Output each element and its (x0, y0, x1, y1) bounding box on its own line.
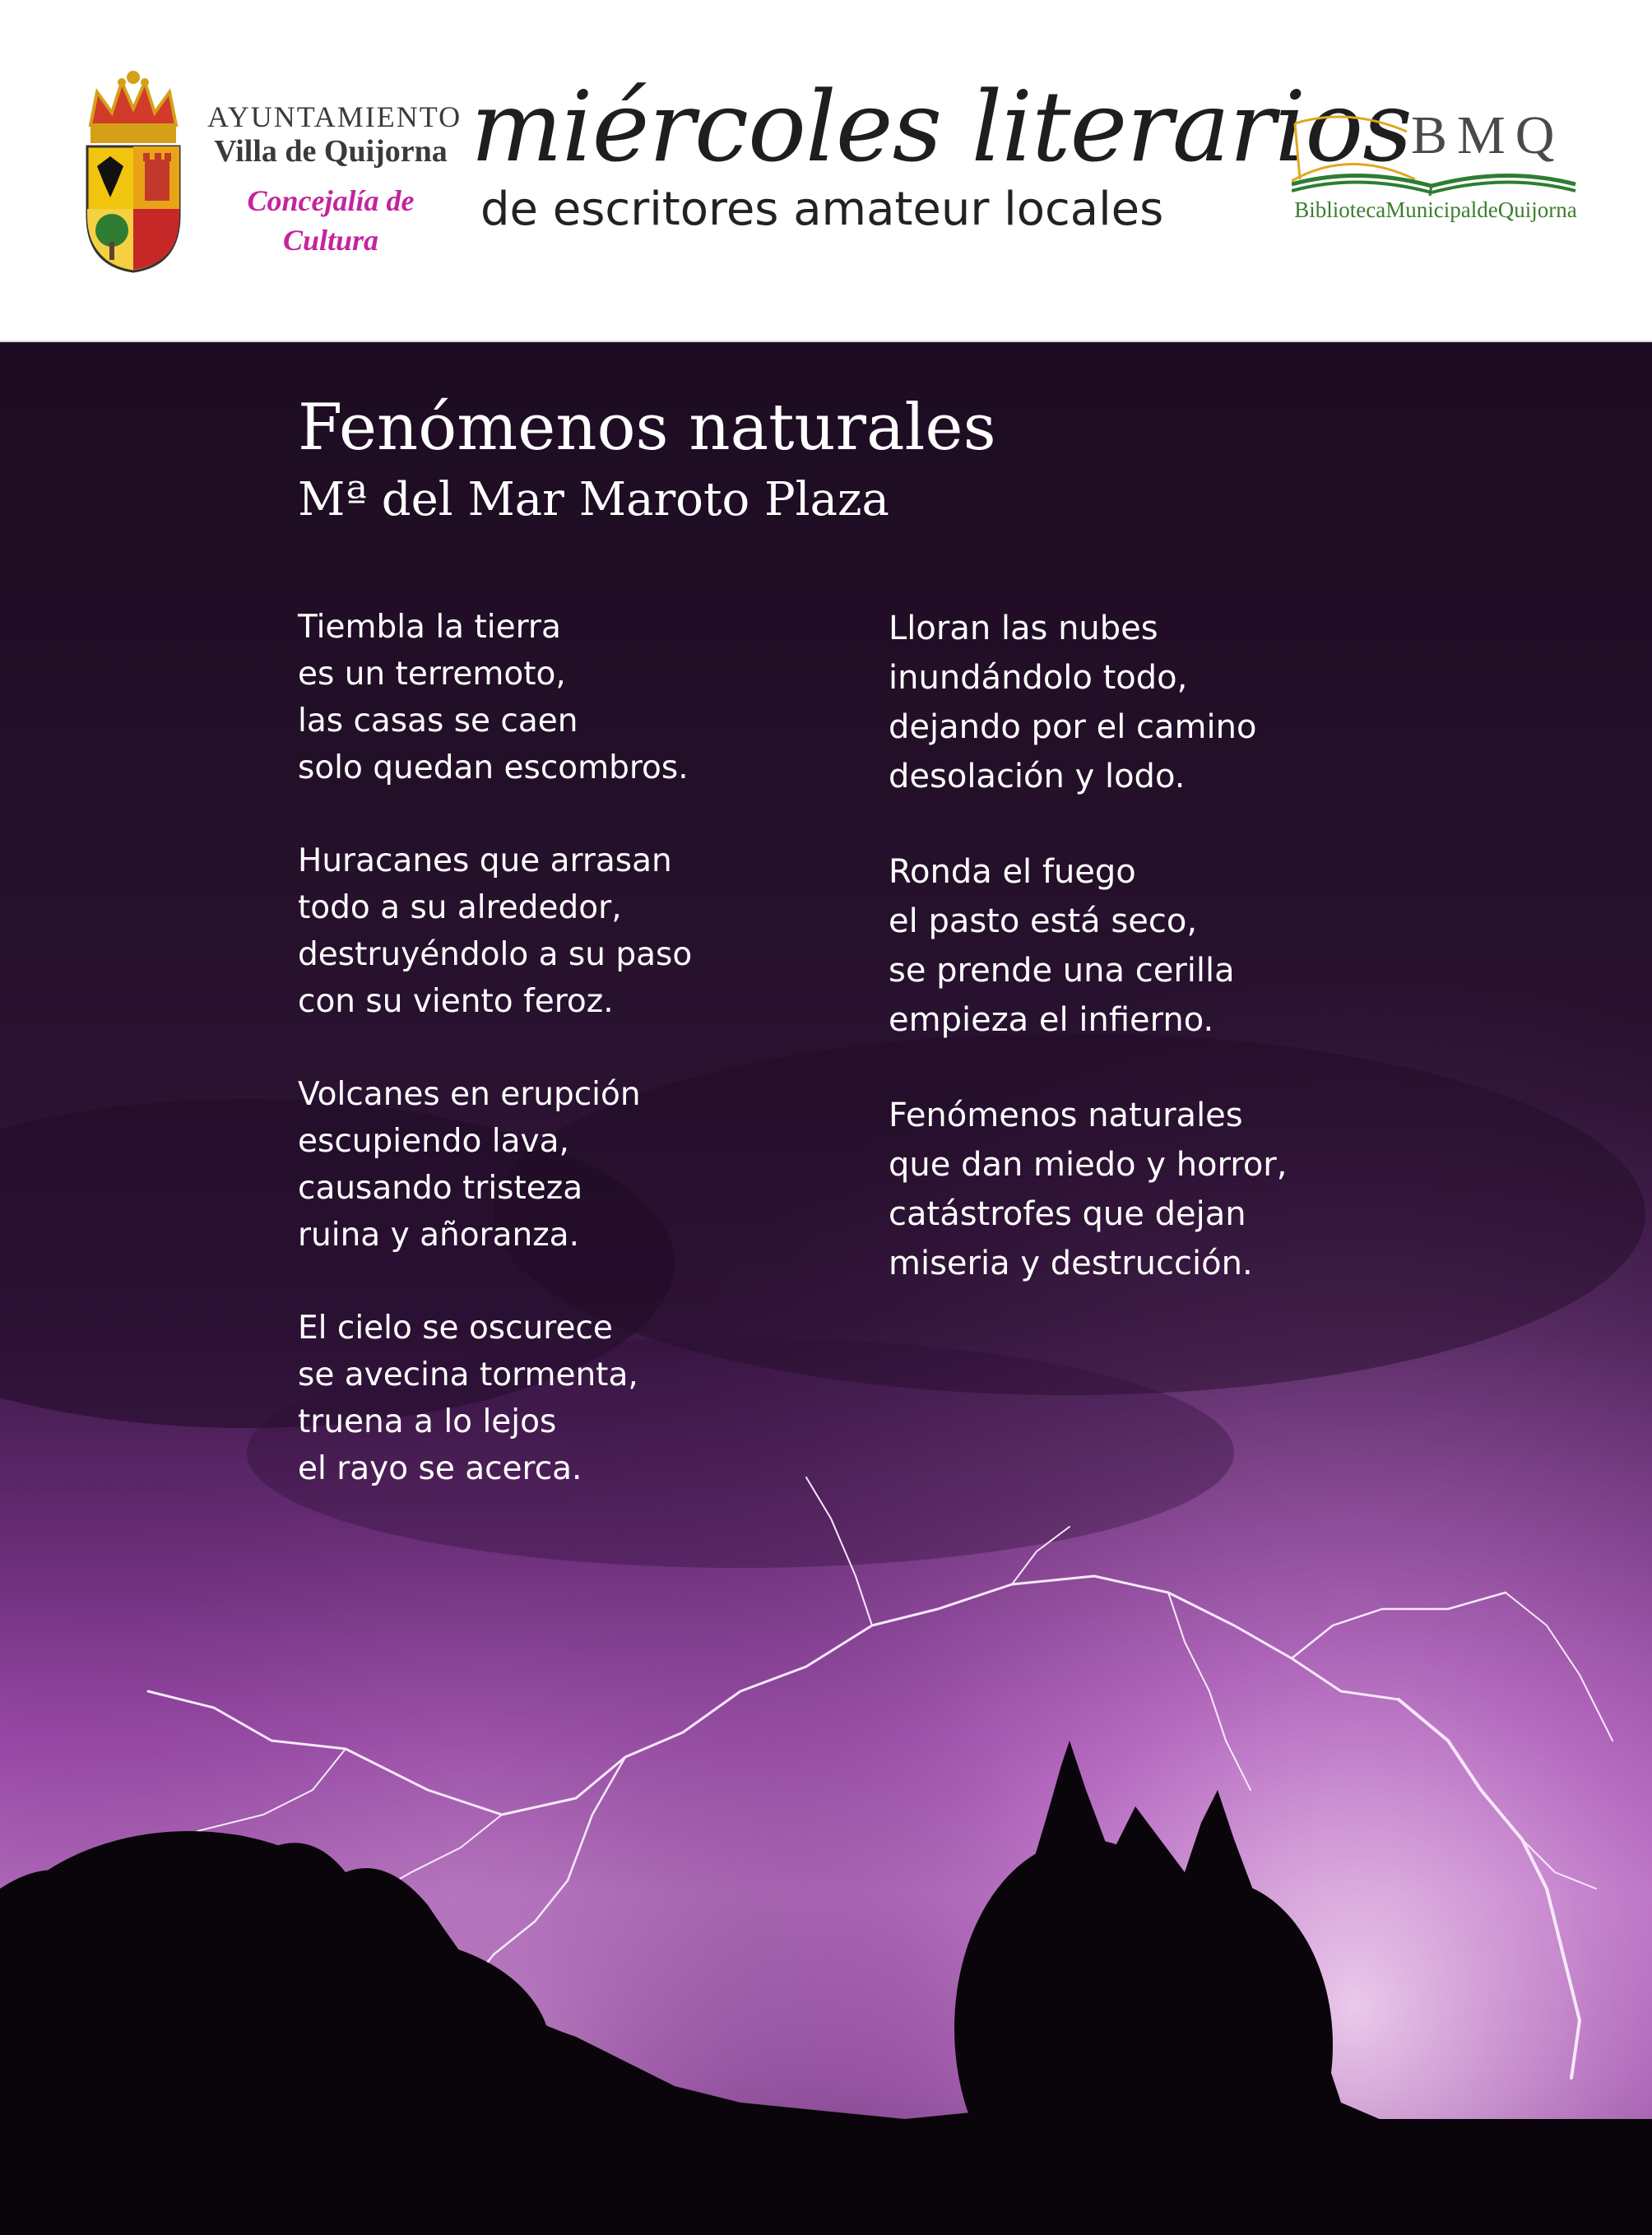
poem-column-left (298, 604, 824, 1538)
poem-line: el rayo se acerca. (298, 1450, 582, 1487)
poem-line: Tiembla la tierra (298, 609, 561, 646)
poem-line: el pasto está seco, (889, 902, 1198, 940)
poem-line: desolación y lodo. (889, 758, 1186, 795)
poem-line: ruina y añoranza. (298, 1217, 579, 1254)
stanza (298, 837, 824, 1025)
poem-line: Volcanes en erupción (298, 1076, 641, 1113)
poem-line: Huracanes que arrasan (298, 842, 672, 879)
poem-line: El cielo se oscurece (298, 1310, 613, 1347)
poem-line: escupiendo lava, (298, 1123, 569, 1160)
poem-author: Mª del Mar Maroto Plaza (298, 473, 889, 526)
stanza (889, 1091, 1415, 1288)
poem-line: se avecina tormenta, (298, 1356, 638, 1393)
poem-line: catástrofes que dejan (889, 1195, 1246, 1233)
poem-line: se prende una cerilla (889, 952, 1235, 990)
stanza (889, 604, 1415, 801)
stanza (298, 1305, 824, 1492)
poem-line: truena a lo lejos (298, 1403, 557, 1440)
poem-column-right (889, 604, 1415, 1334)
municipality-name: Villa de Quijorna (214, 134, 448, 169)
stanza (298, 1071, 824, 1259)
ayuntamiento-block (207, 100, 462, 260)
poem-line: dejando por el camino (889, 708, 1257, 746)
header (0, 0, 1652, 342)
ayuntamiento-label: AYUNTAMIENTO (207, 100, 462, 133)
poem-line: Lloran las nubes (889, 610, 1158, 647)
poem-line: Fenómenos naturales (889, 1097, 1243, 1134)
poem-line: es un terremoto, (298, 656, 566, 693)
series-title: miércoles literarios (471, 70, 1412, 183)
poem-line: destruyéndolo a su paso (298, 936, 693, 973)
poem-line: con su viento feroz. (298, 983, 614, 1020)
library-logo (1292, 99, 1580, 230)
poem-line: todo a su alrededor, (298, 889, 622, 926)
poem-line: Ronda el fuego (889, 853, 1136, 891)
poem-line: empieza el infierno. (889, 1001, 1214, 1039)
poem-line: que dan miedo y horror, (889, 1146, 1288, 1184)
poem-line: las casas se caen (298, 702, 578, 740)
poster-panel (0, 342, 1652, 2235)
poem-title: Fenómenos naturales (298, 391, 996, 465)
series-subtitle: de escritores amateur locales (480, 183, 1164, 236)
department-line1: Concejalía de (247, 184, 415, 217)
poem-line: causando tristeza (298, 1170, 583, 1207)
poem-line: solo quedan escombros. (298, 749, 689, 786)
stanza (298, 604, 824, 791)
department-line2: Cultura (282, 224, 379, 257)
stanza (889, 847, 1415, 1045)
library-initials: BMQ (1411, 105, 1565, 165)
poem-line: miseria y destrucción. (889, 1245, 1253, 1282)
poem-line: inundándolo todo, (889, 659, 1188, 697)
quijorna-coat-of-arms-icon (79, 67, 188, 273)
library-name: BibliotecaMunicipaldeQuijorna (1294, 197, 1577, 222)
